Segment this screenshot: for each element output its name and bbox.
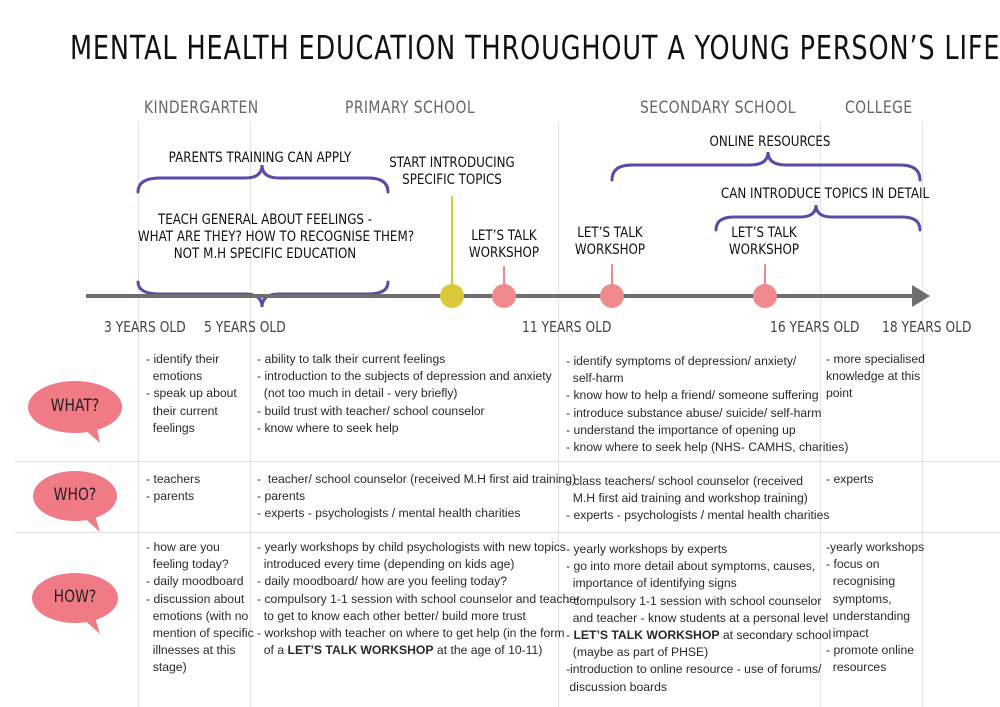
list-item: - know where to seek help — [257, 420, 399, 435]
list-item: - ability to talk their current feelings — [257, 352, 446, 366]
list-item: - LET’S TALK WORKSHOP at secondary school — [566, 628, 832, 643]
list-item: and teacher - know students at a personal level — [566, 610, 829, 625]
list-item: - know how to help a friend/ someone suffering — [566, 388, 819, 403]
timeline-arrowhead — [912, 285, 930, 307]
who-kindergarten-cell — [146, 471, 200, 505]
list-item: understanding — [826, 608, 911, 623]
list-item: emotions (with no — [146, 608, 249, 623]
list-item: - know where to seek help (NHS- CAMHS, charities) — [566, 440, 849, 455]
list-item: - more specialised — [826, 352, 925, 366]
bubble-who-label: WHO? — [53, 485, 97, 505]
list-item: - compulsory 1-1 session with school counselor and teacher — [257, 591, 581, 606]
lets-talk-workshop-highlight: LET’S TALK WORKSHOP — [573, 628, 720, 643]
how-primary-cell — [257, 539, 580, 659]
list-item: - compulsory 1-1 session with school counselor — [566, 593, 822, 608]
bubble-how-label: HOW? — [53, 587, 97, 607]
list-item: - yearly workshops by experts — [566, 542, 728, 556]
what-college-cell — [826, 351, 925, 403]
age-16: 16 YEARS OLD — [770, 318, 860, 336]
lets-talk-workshop-highlight: LET’S TALK WORKSHOP — [287, 643, 434, 658]
list-item: - workshop with teacher on where to get help (in the form — [257, 626, 565, 641]
what-kindergarten-cell — [146, 351, 237, 437]
page-title: MENTAL HEALTH EDUCATION THROUGHOUT A YOUNG PERSON’S LIFE — [70, 28, 1000, 67]
who-primary-cell — [257, 471, 576, 523]
annotation-workshop-2: LET’S TALK WORKSHOP — [574, 225, 646, 258]
list-item: introduced every time (depending on kids age) — [257, 557, 515, 572]
brace-parents-training — [138, 165, 388, 192]
annotation-parents-training: PARENTS TRAINING CAN APPLY — [168, 150, 352, 166]
list-item: - experts - psychologists / mental health charities — [566, 508, 830, 523]
list-item: - speak up about — [146, 386, 237, 401]
list-item: their current — [146, 403, 218, 418]
list-item: point — [826, 386, 853, 401]
list-item: - parents — [257, 489, 306, 504]
list-item: - introduction to the subjects of depression and anxiety — [257, 369, 552, 384]
list-item: - experts — [826, 472, 874, 486]
marker-workshop-3 — [753, 284, 777, 308]
list-item: emotions — [146, 369, 203, 384]
age-11: 11 YEARS OLD — [522, 318, 612, 336]
list-item: - identify symptoms of depression/ anxiety/ — [566, 354, 797, 368]
how-kindergarten-cell — [146, 539, 254, 677]
list-item: - parents — [146, 489, 195, 504]
list-item: resources — [826, 660, 887, 675]
annotation-introduce-detail: CAN INTRODUCE TOPICS IN DETAIL — [720, 186, 930, 202]
annotation-start-introducing: START INTRODUCING SPECIFIC TOPICS — [389, 155, 515, 188]
annotation-teach-general: TEACH GENERAL ABOUT FEELINGS - WHAT ARE THEY? HOW TO RECOGNISE THEM? NOT M.H SPECIFIC EDUCATION — [137, 212, 415, 262]
list-item: self-harm — [566, 371, 624, 386]
list-item: - class teachers/ school counselor (received — [566, 474, 804, 488]
marker-workshop-2 — [600, 284, 624, 308]
list-item: - experts - psychologists / mental health charities — [257, 506, 521, 521]
list-item: - teacher/ school counselor (received M.H first aid training) — [257, 472, 577, 486]
list-item: symptoms, — [826, 591, 892, 606]
list-item: feelings — [146, 420, 195, 435]
list-item: recognising — [826, 574, 896, 589]
list-item: knowledge at this — [826, 369, 921, 384]
list-item: -yearly workshops — [826, 540, 925, 554]
list-item: impact — [826, 626, 869, 641]
list-item: of a LET’S TALK WORKSHOP at the age of 10-11) — [257, 643, 543, 658]
list-item: discussion boards — [566, 679, 667, 694]
list-item: (not too much in detail - very briefly) — [257, 386, 458, 401]
list-item: - promote online — [826, 643, 915, 658]
marker-start-topics — [440, 284, 464, 308]
stage-kindergarten: KINDERGARTEN — [144, 98, 259, 118]
annotation-workshop-1: LET’S TALK WORKSHOP — [468, 228, 540, 261]
how-college-cell — [826, 539, 924, 677]
list-item: - focus on — [826, 557, 880, 572]
stage-college: COLLEGE — [845, 98, 913, 118]
list-item: to get to know each other better/ build more trust — [257, 608, 526, 623]
list-item: M.H first aid training and workshop training) — [566, 491, 808, 506]
age-18: 18 YEARS OLD — [882, 318, 972, 336]
brace-online-resources — [612, 152, 920, 180]
list-item: - go into more detail about symptoms, causes, — [566, 559, 816, 574]
how-secondary-cell — [566, 541, 831, 696]
what-secondary-cell — [566, 353, 848, 456]
who-college-cell — [826, 471, 873, 488]
annotation-workshop-3: LET’S TALK WORKSHOP — [728, 225, 800, 258]
list-item: - introduce substance abuse/ suicide/ self-harm — [566, 405, 822, 420]
list-item: - understand the importance of opening up — [566, 422, 796, 437]
list-item: importance of identifying signs — [566, 576, 737, 591]
list-item: - yearly workshops by child psychologists with new topics — [257, 540, 566, 554]
list-item: - daily moodboard — [146, 574, 244, 589]
marker-workshop-1 — [492, 284, 516, 308]
stage-primary: PRIMARY SCHOOL — [345, 98, 476, 118]
list-item: illnesses at this — [146, 643, 236, 658]
list-item: - how are you — [146, 540, 220, 554]
list-item: - identify their — [146, 352, 220, 366]
list-item: - daily moodboard/ how are you feeling today? — [257, 574, 507, 589]
bubble-what-label: WHAT? — [50, 396, 100, 416]
list-item: feeling today? — [146, 557, 229, 572]
list-item: - discussion about — [146, 591, 245, 606]
what-primary-cell — [257, 351, 552, 437]
list-item: mention of specific — [146, 626, 254, 641]
list-item: -introduction to online resource - use of forums/ — [566, 662, 822, 677]
annotation-online-resources: ONLINE RESOURCES — [709, 134, 831, 150]
list-item: stage) — [146, 660, 187, 675]
stage-secondary: SECONDARY SCHOOL — [640, 98, 796, 118]
age-5: 5 YEARS OLD — [204, 318, 286, 336]
list-item: - teachers — [146, 472, 201, 486]
age-3: 3 YEARS OLD — [104, 318, 186, 336]
list-item: (maybe as part of PHSE) — [566, 645, 709, 660]
who-secondary-cell — [566, 473, 830, 525]
list-item: - build trust with teacher/ school counselor — [257, 403, 485, 418]
